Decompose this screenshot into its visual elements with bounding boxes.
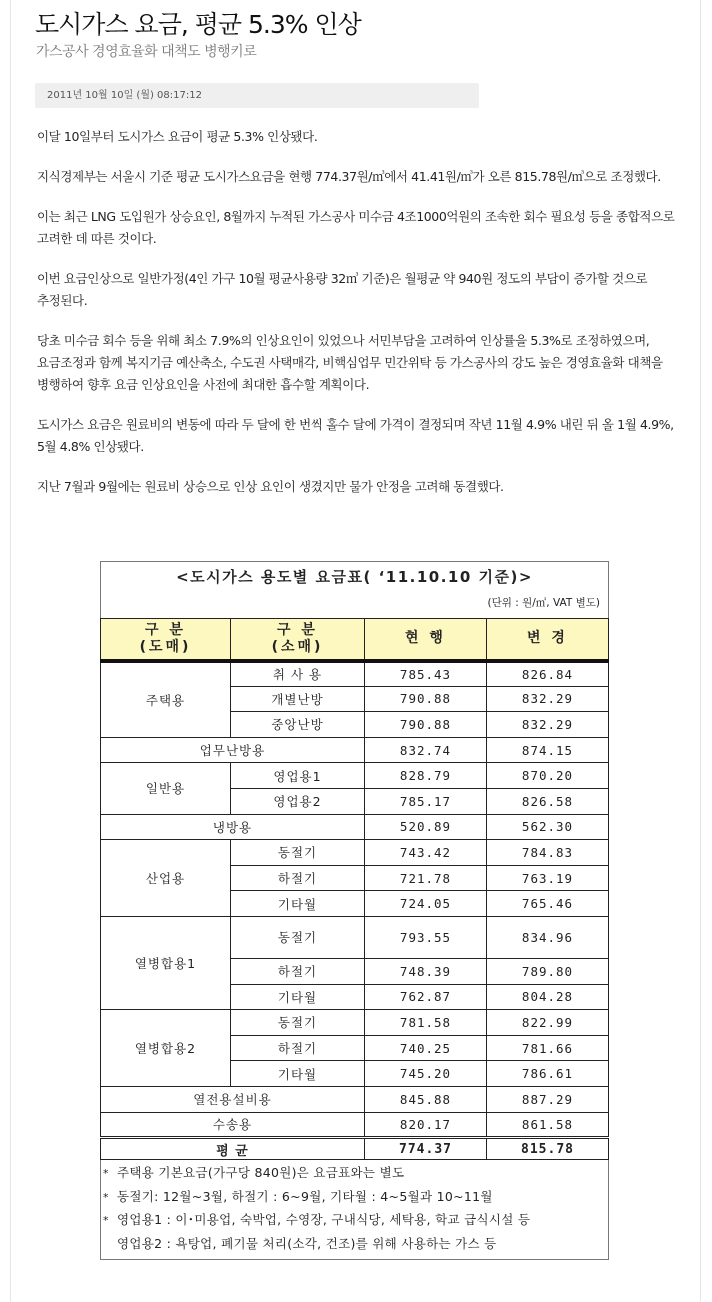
article-paragraph: 이는 최근 LNG 도입원가 상승요인, 8월까지 누적된 가스공사 미수금 4조1000억원의 조속한 회수 필요성 등을 종합적으로 고려한 데 따른 것이다. [37, 209, 675, 246]
table-row [101, 1112, 609, 1138]
sub-label: 영업용1 [231, 763, 365, 789]
table-row [101, 840, 609, 866]
table-title: <도시가스 용도별 요금표( ‘11.10.10 기준)> [176, 568, 533, 586]
average-row [101, 1138, 609, 1160]
table-caption [101, 562, 609, 619]
changed-value: 822.99 [487, 1010, 609, 1036]
group-label: 열병합용1 [101, 916, 231, 1009]
table-row [101, 1086, 609, 1112]
group-label: 산업용 [101, 840, 231, 917]
note-line: * 주택용 기본요금(가구당 840원)은 요금표와는 별도 [103, 1165, 405, 1181]
current-value: 740.25 [365, 1035, 487, 1061]
changed-value: 832.29 [487, 712, 609, 738]
group-label: 열전용설비용 [101, 1086, 365, 1112]
current-value: 748.39 [365, 958, 487, 984]
sub-label: 하절기 [231, 958, 365, 984]
header-wholesale: 구 분 (도매) [101, 619, 231, 661]
current-value: 790.88 [365, 712, 487, 738]
group-label: 열병합용2 [101, 1010, 231, 1087]
article-paragraph: 이달 10일부터 도시가스 요금이 평균 5.3% 인상됐다. [37, 129, 318, 144]
note-line: 영업용2 : 욕탕업, 폐기물 처리(소각, 건조)를 위해 사용하는 가스 등 [117, 1235, 497, 1251]
current-value: 785.17 [365, 788, 487, 814]
header-retail: 구 분 (소매) [231, 619, 365, 661]
article-paragraph: 지난 7월과 9월에는 원료비 상승으로 인상 요인이 생겼지만 물가 안정을 고려해 동결했다. [37, 479, 504, 494]
header-current: 현 행 [365, 619, 487, 661]
sub-label: 하절기 [231, 865, 365, 891]
current-value: 793.55 [365, 916, 487, 958]
current-value: 745.20 [365, 1061, 487, 1087]
table-unit: (단위 : 원/㎥, VAT 별도) [487, 597, 600, 609]
article-headline: 도시가스 요금, 평균 5.3% 인상 [35, 10, 361, 39]
sub-label: 기타월 [231, 984, 365, 1010]
table-row [101, 1010, 609, 1036]
current-value: 520.89 [365, 814, 487, 840]
changed-value: 870.20 [487, 763, 609, 789]
changed-value: 781.66 [487, 1035, 609, 1061]
current-value: 781.58 [365, 1010, 487, 1036]
current-value: 790.88 [365, 686, 487, 712]
current-value: 721.78 [365, 865, 487, 891]
current-value: 743.42 [365, 840, 487, 866]
changed-value: 804.28 [487, 984, 609, 1010]
article-body [37, 126, 677, 516]
sub-label: 취 사 용 [231, 661, 365, 687]
current-value: 724.05 [365, 891, 487, 917]
sub-label: 하절기 [231, 1035, 365, 1061]
table-row [101, 916, 609, 958]
average-label: 평 균 [101, 1138, 365, 1160]
table-header-row [101, 619, 609, 661]
fare-table [100, 561, 609, 1260]
changed-value: 887.29 [487, 1086, 609, 1112]
changed-value: 789.80 [487, 958, 609, 984]
group-label: 업무난방용 [101, 737, 365, 763]
sub-label: 기타월 [231, 891, 365, 917]
average-changed: 815.78 [487, 1138, 609, 1160]
sub-label: 동절기 [231, 916, 365, 958]
group-label: 일반용 [101, 763, 231, 814]
changed-value: 874.15 [487, 737, 609, 763]
changed-value: 765.46 [487, 891, 609, 917]
sub-label: 영업용2 [231, 788, 365, 814]
current-value: 845.88 [365, 1086, 487, 1112]
sub-label: 기타월 [231, 1061, 365, 1087]
sub-label: 개별난방 [231, 686, 365, 712]
changed-value: 861.58 [487, 1112, 609, 1138]
table-row [101, 814, 609, 840]
changed-value: 832.29 [487, 686, 609, 712]
note-line: * 영업용1 : 이･미용업, 숙박업, 수영장, 구내식당, 세탁용, 학교 급식시설 등 [103, 1212, 531, 1228]
changed-value: 786.61 [487, 1061, 609, 1087]
changed-value: 826.58 [487, 788, 609, 814]
sub-label: 동절기 [231, 1010, 365, 1036]
current-value: 785.43 [365, 661, 487, 687]
changed-value: 826.84 [487, 661, 609, 687]
article-paragraph: 이번 요금인상으로 일반가정(4인 가구 10월 평균사용량 32㎥ 기준)은 월평균 약 940원 정도의 부담이 증가할 것으로 추정된다. [37, 271, 648, 308]
article-paragraph: 당초 미수금 회수 등을 위해 최소 7.9%의 인상요인이 있었으나 서민부담을 고려하여 인상률을 5.3%로 조정하였으며, 요금조정과 함께 복지기금 예산축소, 수도권 사택매각, 비핵심업무 민간위탁 등 가스공사의 강도 높은 경영효율화 대책을 병행하여 향후 요금 인상요인을 사전에 최대한 흡수할 계획이다. [37, 333, 663, 392]
changed-value: 784.83 [487, 840, 609, 866]
sub-label: 중앙난방 [231, 712, 365, 738]
group-label: 냉방용 [101, 814, 365, 840]
changed-value: 562.30 [487, 814, 609, 840]
header-changed: 변 경 [487, 619, 609, 661]
group-label: 수송용 [101, 1112, 365, 1138]
sub-label: 동절기 [231, 840, 365, 866]
table-row [101, 763, 609, 789]
note-line: * 동절기: 12월~3월, 하절기 : 6~9월, 기타월 : 4~5월과 10~11월 [103, 1188, 493, 1204]
fare-table-image [100, 561, 608, 1260]
group-label: 주택용 [101, 661, 231, 738]
table-notes [101, 1160, 609, 1260]
changed-value: 763.19 [487, 865, 609, 891]
current-value: 762.87 [365, 984, 487, 1010]
table-row [101, 661, 609, 687]
article-paragraph: 도시가스 요금은 원료비의 변동에 따라 두 달에 한 번씩 홀수 달에 가격이 결정되며 작년 11월 4.9% 내린 뒤 올 1월 4.9%, 5월 4.8% 인상됐다. [37, 417, 674, 454]
current-value: 832.74 [365, 737, 487, 763]
table-row [101, 737, 609, 763]
article-dateline: 2011년 10월 10일 (월) 08:17:12 [35, 83, 479, 108]
changed-value: 834.96 [487, 916, 609, 958]
article-paragraph: 지식경제부는 서울시 기준 평균 도시가스요금을 현행 774.37원/㎥에서 41.41원/㎥가 오른 815.78원/㎥으로 조정했다. [37, 169, 661, 184]
current-value: 820.17 [365, 1112, 487, 1138]
article-subheadline: 가스공사 경영효율화 대책도 병행키로 [36, 44, 257, 60]
average-current: 774.37 [365, 1138, 487, 1160]
current-value: 828.79 [365, 763, 487, 789]
